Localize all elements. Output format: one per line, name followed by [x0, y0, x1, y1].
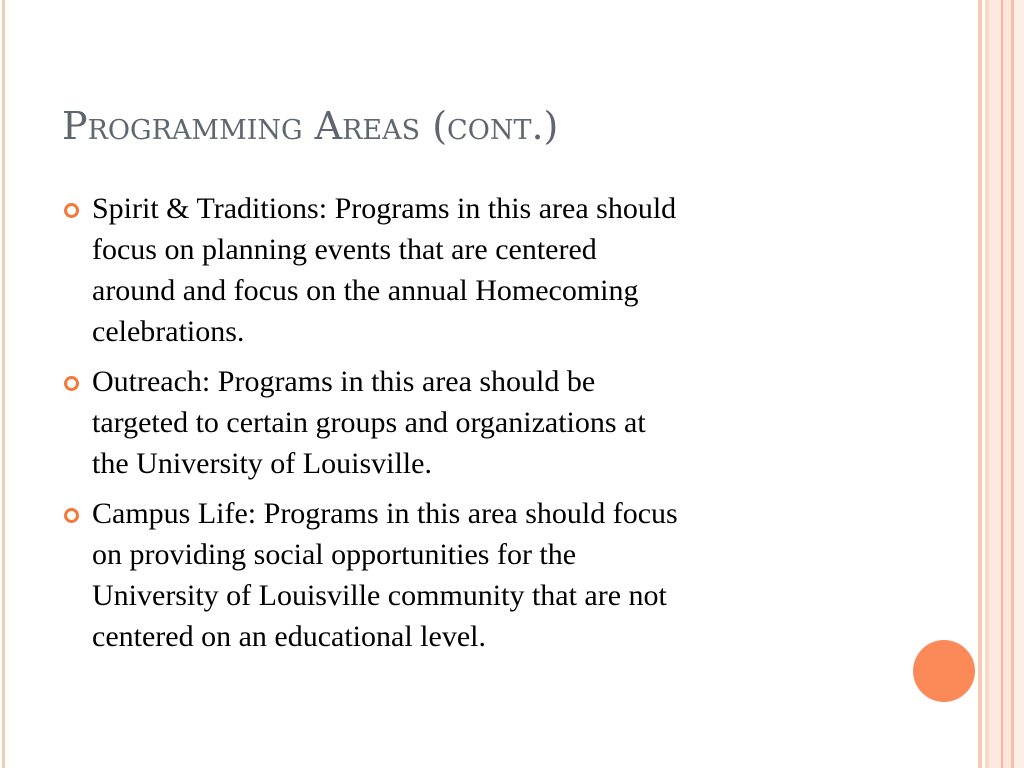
- left-border-decoration: [2, 0, 5, 768]
- right-stripe-decoration: [978, 0, 982, 768]
- bullet-list: [62, 188, 882, 666]
- bullet-line: Spirit & Traditions: Programs in this area should: [92, 192, 677, 225]
- bullet-line: on providing social opportunities for the: [92, 538, 577, 571]
- bullet-icon: [64, 203, 79, 218]
- bullet-icon: [64, 508, 79, 523]
- bullet-line: celebrations.: [92, 315, 245, 348]
- right-stripe-decoration: [989, 0, 1001, 768]
- bullet-item-outreach: [62, 361, 882, 484]
- bullet-line: targeted to certain groups and organizations at: [92, 406, 646, 439]
- slide-title: Programming Areas (cont.): [62, 104, 559, 148]
- bullet-line: the University of Louisville.: [92, 447, 432, 480]
- bullet-line: Outreach: Programs in this area should be: [92, 365, 596, 398]
- orange-circle-decoration: [913, 640, 975, 702]
- bullet-item-campus-life: [62, 493, 882, 657]
- right-stripe-decoration: [1014, 0, 1024, 768]
- right-stripe-decoration: [1003, 0, 1011, 768]
- bullet-icon: [64, 376, 79, 391]
- bullet-line: Campus Life: Programs in this area should focus: [92, 497, 678, 530]
- bullet-item-spirit-traditions: [62, 188, 882, 352]
- bullet-line: around and focus on the annual Homecoming: [92, 274, 639, 307]
- bullet-line: University of Louisville community that are not: [92, 579, 667, 612]
- bullet-line: focus on planning events that are centered: [92, 233, 597, 266]
- bullet-line: centered on an educational level.: [92, 620, 486, 653]
